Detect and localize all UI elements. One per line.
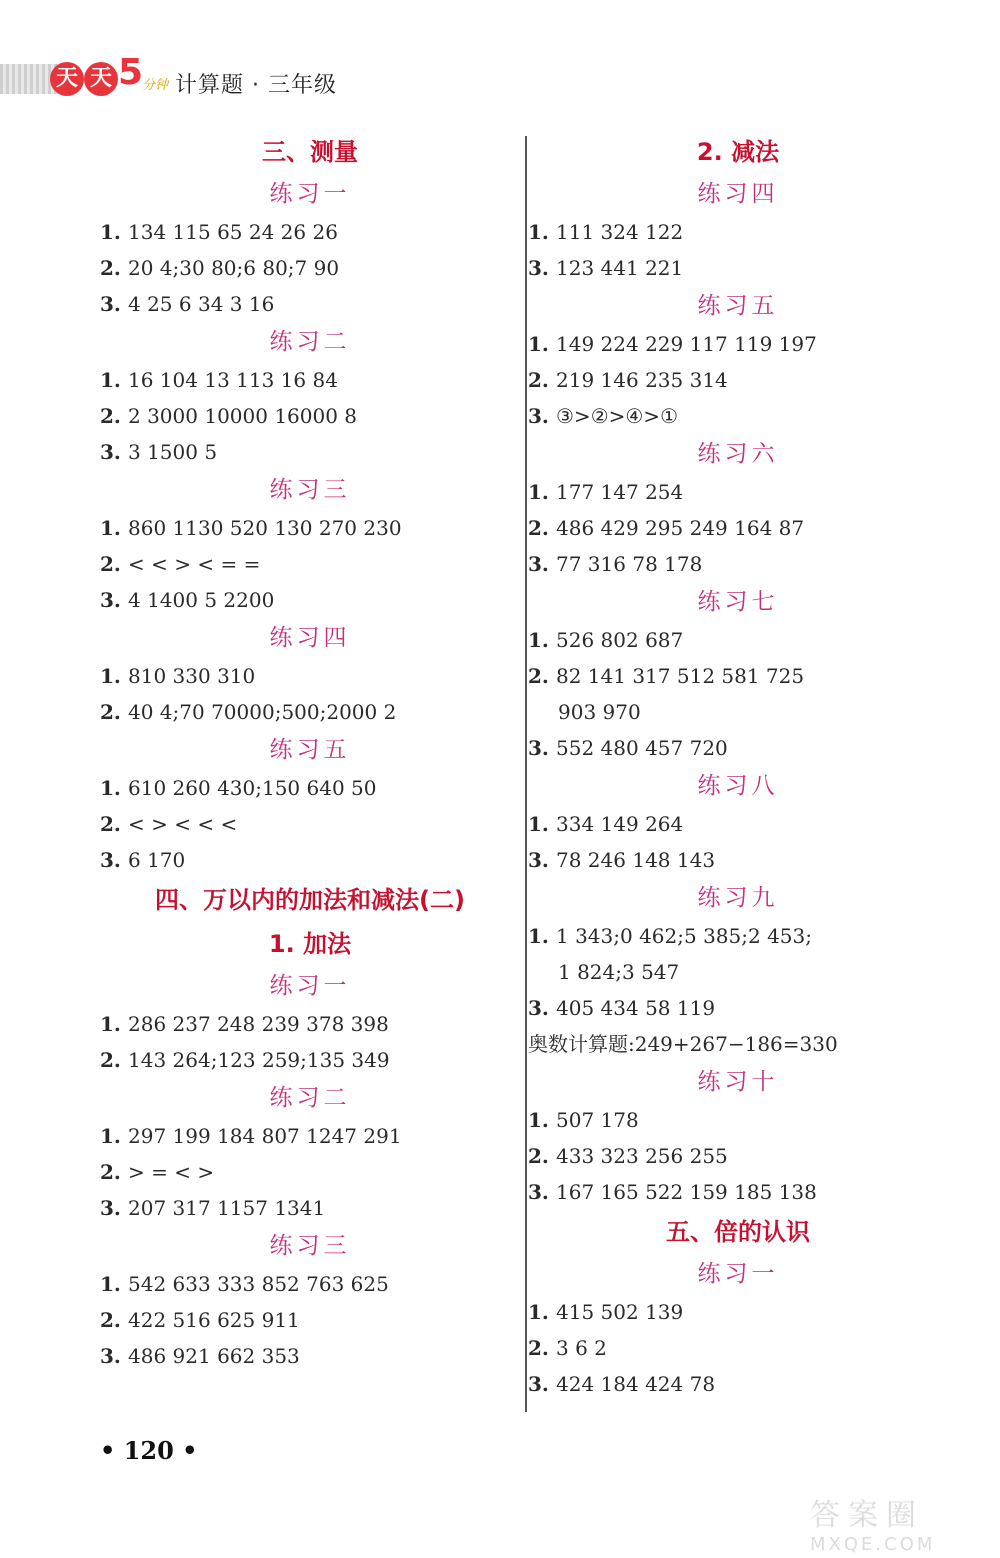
question-number: 1.: [100, 1012, 121, 1036]
question-number: 3.: [100, 292, 121, 316]
answer-row: [528, 326, 948, 362]
question-number: 3.: [528, 256, 549, 280]
answer-row: [100, 250, 520, 286]
question-number: 1.: [528, 628, 549, 652]
answer-row: [100, 1338, 520, 1374]
question-number: 1.: [100, 664, 121, 688]
answer-row: [100, 1042, 520, 1078]
answer-row: [100, 214, 520, 250]
exercise-heading: 练习十: [697, 1069, 779, 1095]
exercise-heading: 练习三: [269, 477, 351, 503]
answer-row: [528, 918, 948, 954]
question-number: 2.: [100, 552, 121, 576]
answer-text: 82 141 317 512 581 725: [556, 664, 805, 688]
question-number: 3.: [100, 1196, 121, 1220]
header-logo-five: 5: [118, 52, 144, 93]
right-column: [528, 130, 948, 1402]
answer-row: [528, 474, 948, 510]
answer-text: 167 165 522 159 185 138: [556, 1180, 817, 1204]
answer-text: 507 178: [556, 1108, 639, 1132]
question-number: 1.: [100, 776, 121, 800]
answer-text: 134 115 65 24 26 26: [128, 220, 338, 244]
watermark-url: MXQE.COM: [810, 1534, 936, 1555]
question-number: 2.: [528, 664, 549, 688]
answer-text: 78 246 148 143: [556, 848, 716, 872]
answer-text: < < > < = =: [128, 552, 261, 576]
answer-text: 415 502 139: [556, 1300, 684, 1324]
answer-text: 526 802 687: [556, 628, 684, 652]
question-number: 2.: [100, 1160, 121, 1184]
question-number: 1.: [528, 220, 549, 244]
answer-text: 610 260 430;150 640 50: [128, 776, 377, 800]
answer-text: 422 516 625 911: [128, 1308, 300, 1332]
answer-row: [100, 694, 520, 730]
exercise-heading: 练习一: [697, 1261, 779, 1287]
answer-text: 219 146 235 314: [556, 368, 728, 392]
answer-row: [528, 842, 948, 878]
exercise-heading: 练习八: [697, 773, 779, 799]
answer-row: [528, 806, 948, 842]
answer-row: [100, 1302, 520, 1338]
page-number: • 120 •: [100, 1436, 198, 1465]
answer-row: [100, 842, 520, 878]
answer-row: [528, 1366, 948, 1402]
exercise-heading: 练习九: [697, 885, 779, 911]
answer-text: 6 170: [128, 848, 186, 872]
question-number: 3.: [528, 552, 549, 576]
question-number: 3.: [100, 1344, 121, 1368]
answer-text: > = < >: [128, 1160, 215, 1184]
question-number: 3.: [100, 848, 121, 872]
exercise-heading: 练习五: [269, 737, 351, 763]
answer-text: ③>②>④>①: [556, 404, 678, 428]
answer-row: [528, 510, 948, 546]
exercise-heading: 练习三: [269, 1233, 351, 1259]
answer-text: 2 3000 10000 16000 8: [128, 404, 358, 428]
question-number: 3.: [528, 736, 549, 760]
question-number: 2.: [100, 256, 121, 280]
question-number: 3.: [100, 440, 121, 464]
answer-text: 486 429 295 249 164 87: [556, 516, 805, 540]
question-number: 3.: [100, 588, 121, 612]
header-logo-char: 天: [84, 62, 118, 96]
watermark-text: 答案圈: [810, 1498, 924, 1533]
question-number: 2.: [100, 404, 121, 428]
answer-row: [100, 1118, 520, 1154]
question-number: 1.: [528, 480, 549, 504]
section-heading: 四、万以内的加法和减法(二): [155, 886, 465, 914]
answer-row: [528, 546, 948, 582]
question-number: 1.: [100, 220, 121, 244]
question-number: 1.: [528, 1108, 549, 1132]
answer-row: [528, 1102, 948, 1138]
answer-row: [100, 582, 520, 618]
exercise-heading: 练习一: [269, 973, 351, 999]
question-number: 3.: [528, 404, 549, 428]
answer-text: 1 343;0 462;5 385;2 453;: [556, 924, 812, 948]
question-number: 2.: [528, 1144, 549, 1168]
answer-row: [528, 730, 948, 766]
answer-row: [528, 990, 948, 1026]
answer-text: 20 4;30 80;6 80;7 90: [128, 256, 340, 280]
answer-row: [528, 1294, 948, 1330]
subsection-heading: 1. 加法: [268, 930, 352, 958]
question-number: 3.: [528, 848, 549, 872]
answer-row: [100, 1190, 520, 1226]
answer-row: [100, 398, 520, 434]
question-number: 1.: [528, 924, 549, 948]
answer-text: 405 434 58 119: [556, 996, 716, 1020]
answer-row: [528, 398, 948, 434]
answer-text: 297 199 184 807 1247 291: [128, 1124, 402, 1148]
question-number: 2.: [100, 700, 121, 724]
answer-text: 542 633 333 852 763 625: [128, 1272, 389, 1296]
answer-text: 111 324 122: [556, 220, 684, 244]
header-logo-minutes: 分钟: [142, 78, 169, 93]
question-number: 2.: [100, 812, 121, 836]
section-heading: 三、测量: [262, 138, 358, 166]
answer-text: 286 237 248 239 378 398: [128, 1012, 389, 1036]
exercise-heading: 练习七: [697, 589, 779, 615]
answer-row: [100, 770, 520, 806]
question-number: 1.: [100, 368, 121, 392]
answer-text: 16 104 13 113 16 84: [128, 368, 338, 392]
answer-row: [100, 658, 520, 694]
exercise-heading: 练习五: [697, 293, 779, 319]
olympiad-answer: 奥数计算题:249+267−186=330: [528, 1032, 838, 1056]
exercise-heading: 练习四: [269, 625, 351, 651]
answer-row: [100, 362, 520, 398]
answer-row: [528, 362, 948, 398]
book-title: 计算题 · 三年级: [175, 73, 337, 98]
answer-row: [100, 1006, 520, 1042]
subsection-heading: 2. 减法: [696, 138, 780, 166]
exercise-heading: 练习四: [697, 181, 779, 207]
question-number: 1.: [100, 1124, 121, 1148]
question-number: 3.: [528, 1180, 549, 1204]
answer-text: 903 970: [558, 700, 641, 724]
exercise-heading: 练习二: [269, 329, 351, 355]
answer-text: 424 184 424 78: [556, 1372, 716, 1396]
answer-text: 3 6 2: [556, 1336, 607, 1360]
question-number: 2.: [528, 516, 549, 540]
answer-text: 552 480 457 720: [556, 736, 728, 760]
header-logo-char: 天: [50, 62, 84, 96]
answer-text: 143 264;123 259;135 349: [128, 1048, 390, 1072]
answer-row: [100, 546, 520, 582]
question-number: 2.: [528, 368, 549, 392]
question-number: 1.: [528, 812, 549, 836]
question-number: 1.: [528, 332, 549, 356]
answer-row: [100, 434, 520, 470]
answer-row: [528, 1330, 948, 1366]
page-header: [0, 52, 420, 104]
answer-text: 3 1500 5: [128, 440, 218, 464]
answer-text: 77 316 78 178: [556, 552, 703, 576]
question-number: 2.: [100, 1308, 121, 1332]
answer-text: 4 1400 5 2200: [128, 588, 275, 612]
answer-text: 123 441 221: [556, 256, 684, 280]
exercise-heading: 练习一: [269, 181, 351, 207]
answer-text: 149 224 229 117 119 197: [556, 332, 817, 356]
answer-text: 810 330 310: [128, 664, 256, 688]
watermark-logo: [810, 1490, 990, 1555]
answer-row: [528, 250, 948, 286]
answer-row-continued: [528, 954, 948, 990]
question-number: 3.: [528, 1372, 549, 1396]
question-number: 1.: [100, 1272, 121, 1296]
left-column: [100, 130, 520, 1374]
question-number: 2.: [100, 1048, 121, 1072]
exercise-heading: 练习二: [269, 1085, 351, 1111]
column-divider: [525, 136, 527, 1412]
answer-row: [528, 658, 948, 694]
answer-row: [528, 1138, 948, 1174]
answer-text: 334 149 264: [556, 812, 684, 836]
exercise-heading: 练习六: [697, 441, 779, 467]
question-number: 1.: [100, 516, 121, 540]
question-number: 2.: [528, 1336, 549, 1360]
answer-text: 40 4;70 70000;500;2000 2: [128, 700, 397, 724]
answer-row: [528, 1174, 948, 1210]
answer-row: [100, 1266, 520, 1302]
answer-text: < > < < <: [128, 812, 238, 836]
question-number: 1.: [528, 1300, 549, 1324]
answer-text: 1 824;3 547: [558, 960, 680, 984]
answer-text: 486 921 662 353: [128, 1344, 300, 1368]
answer-text: 4 25 6 34 3 16: [128, 292, 275, 316]
answer-row: [528, 622, 948, 658]
answer-text: 177 147 254: [556, 480, 684, 504]
answer-row: [100, 286, 520, 322]
answer-text: 207 317 1157 1341: [128, 1196, 326, 1220]
answer-text: 860 1130 520 130 270 230: [128, 516, 402, 540]
answer-row: [100, 806, 520, 842]
answer-text: 433 323 256 255: [556, 1144, 728, 1168]
answer-row: [100, 510, 520, 546]
answer-row: [100, 1154, 520, 1190]
section-heading: 五、倍的认识: [666, 1218, 810, 1246]
question-number: 3.: [528, 996, 549, 1020]
answer-row: [528, 214, 948, 250]
answer-row-continued: [528, 694, 948, 730]
